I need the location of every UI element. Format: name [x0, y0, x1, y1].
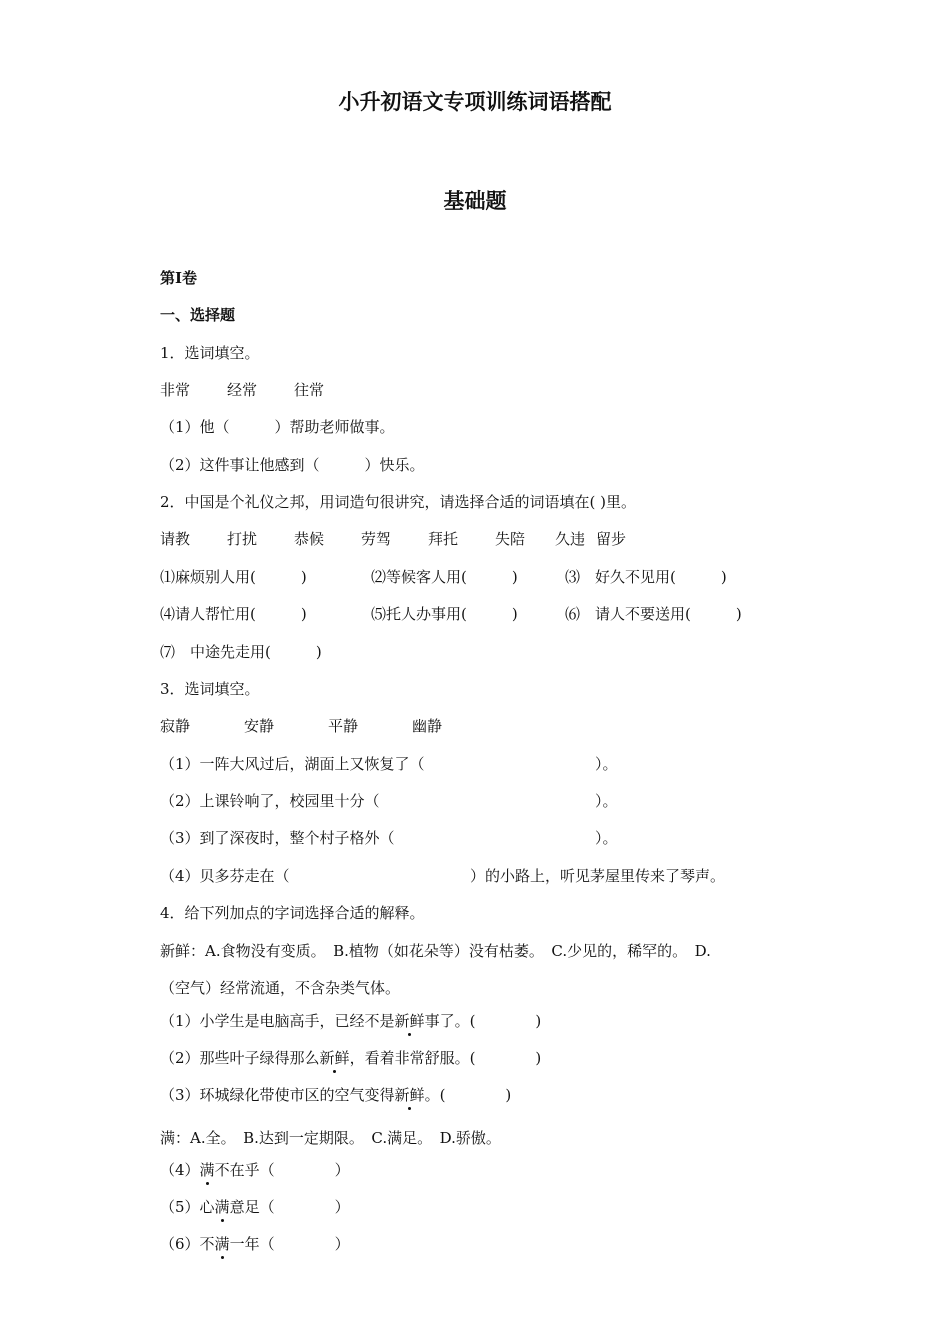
- dotted-word: 新鲜: [394, 1012, 425, 1030]
- q4-item: （6）不满一年（ ）: [160, 1235, 350, 1253]
- dotted-word: 满: [214, 1198, 230, 1216]
- q4-stem: 4．给下列加点的字词选择合适的解释。: [160, 904, 425, 922]
- q2-word: 打扰: [227, 530, 258, 548]
- q3-word: 寂静: [160, 717, 191, 735]
- document-title: 小升初语文专项训练词语搭配: [338, 89, 612, 114]
- q1-stem: 1．选词填空。: [160, 344, 260, 362]
- q2-word: 久违: [555, 530, 586, 548]
- q4-item: （2）那些叶子绿得那么新鲜，看着非常舒服。( ): [160, 1049, 542, 1067]
- q3-item-pre: （1）一阵大风过后，湖面上又恢复了（: [160, 755, 425, 773]
- q3-item-post: ）。: [595, 792, 618, 810]
- q3-item-post: ）。: [595, 755, 618, 773]
- q3-word: 幽静: [412, 717, 443, 735]
- q3-item-pre: （2）上课铃响了，校园里十分（: [160, 792, 380, 810]
- q3-item-pre: （4）贝多芬走在（: [160, 867, 290, 885]
- document-subtitle: 基础题: [443, 188, 507, 213]
- q3-word: 平静: [328, 717, 359, 735]
- q3-word: 安静: [244, 717, 275, 735]
- section-heading: 一、选择题: [160, 306, 236, 324]
- q2-item: ⑹ 请人不要送用( ): [565, 605, 742, 623]
- q2-word: 请教: [160, 530, 191, 548]
- q1-word: 非常: [160, 381, 191, 399]
- q2-stem: 2．中国是个礼仪之邦，用词造句很讲究，请选择合适的词语填在( )里。: [160, 493, 637, 511]
- q3-stem: 3．选词填空。: [160, 680, 260, 698]
- q4-item: （1）小学生是电脑高手，已经不是新鲜事了。( ): [160, 1012, 542, 1030]
- q2-word: 留步: [596, 530, 627, 548]
- q2-item: ⑵等候客人用( ): [371, 568, 518, 586]
- dotted-word: 新鲜: [319, 1049, 350, 1067]
- q2-item: ⑶ 好久不见用( ): [565, 568, 727, 586]
- dotted-word: 满: [199, 1161, 215, 1179]
- q2-word: 拜托: [428, 530, 459, 548]
- dotted-word: 新鲜: [394, 1086, 425, 1104]
- q2-item: ⑺ 中途先走用( ): [160, 643, 322, 661]
- q3-item-post: ）。: [595, 829, 618, 847]
- q2-word: 失陪: [495, 530, 526, 548]
- q2-item: ⑸托人办事用( ): [371, 605, 518, 623]
- q2-word: 劳驾: [361, 530, 392, 548]
- q1-item: （1）他（ ）帮助老师做事。: [160, 418, 395, 436]
- dotted-word: 满: [214, 1235, 230, 1253]
- q2-word: 恭候: [294, 530, 325, 548]
- q4-item: （5）心满意足（ ）: [160, 1198, 350, 1216]
- q4-item: （3）环城绿化带使市区的空气变得新鲜。( ): [160, 1086, 512, 1104]
- q2-item: ⑴麻烦别人用( ): [160, 568, 307, 586]
- q3-item-post: ）的小路上，听见茅屋里传来了琴声。: [470, 867, 726, 885]
- q4-definitions-man: 满：A.全。 B.达到一定期限。 C.满足。 D.骄傲。: [160, 1129, 501, 1147]
- q3-item-pre: （3）到了深夜时，整个村子格外（: [160, 829, 395, 847]
- q1-item: （2）这件事让他感到（ ）快乐。: [160, 456, 425, 474]
- q2-item: ⑷请人帮忙用( ): [160, 605, 307, 623]
- q1-word: 往常: [294, 381, 325, 399]
- q4-item: （4）满不在乎（ ）: [160, 1161, 350, 1179]
- q1-word: 经常: [227, 381, 258, 399]
- q4-definitions-xinxian: 新鲜：A.食物没有变质。 B.植物（如花朵等）没有枯萎。 C.少见的，稀罕的。 D.: [160, 942, 711, 960]
- volume-heading: 第Ⅰ卷: [160, 269, 198, 287]
- q4-definitions-xinxian-cont: （空气）经常流通，不含杂类气体。: [160, 979, 401, 997]
